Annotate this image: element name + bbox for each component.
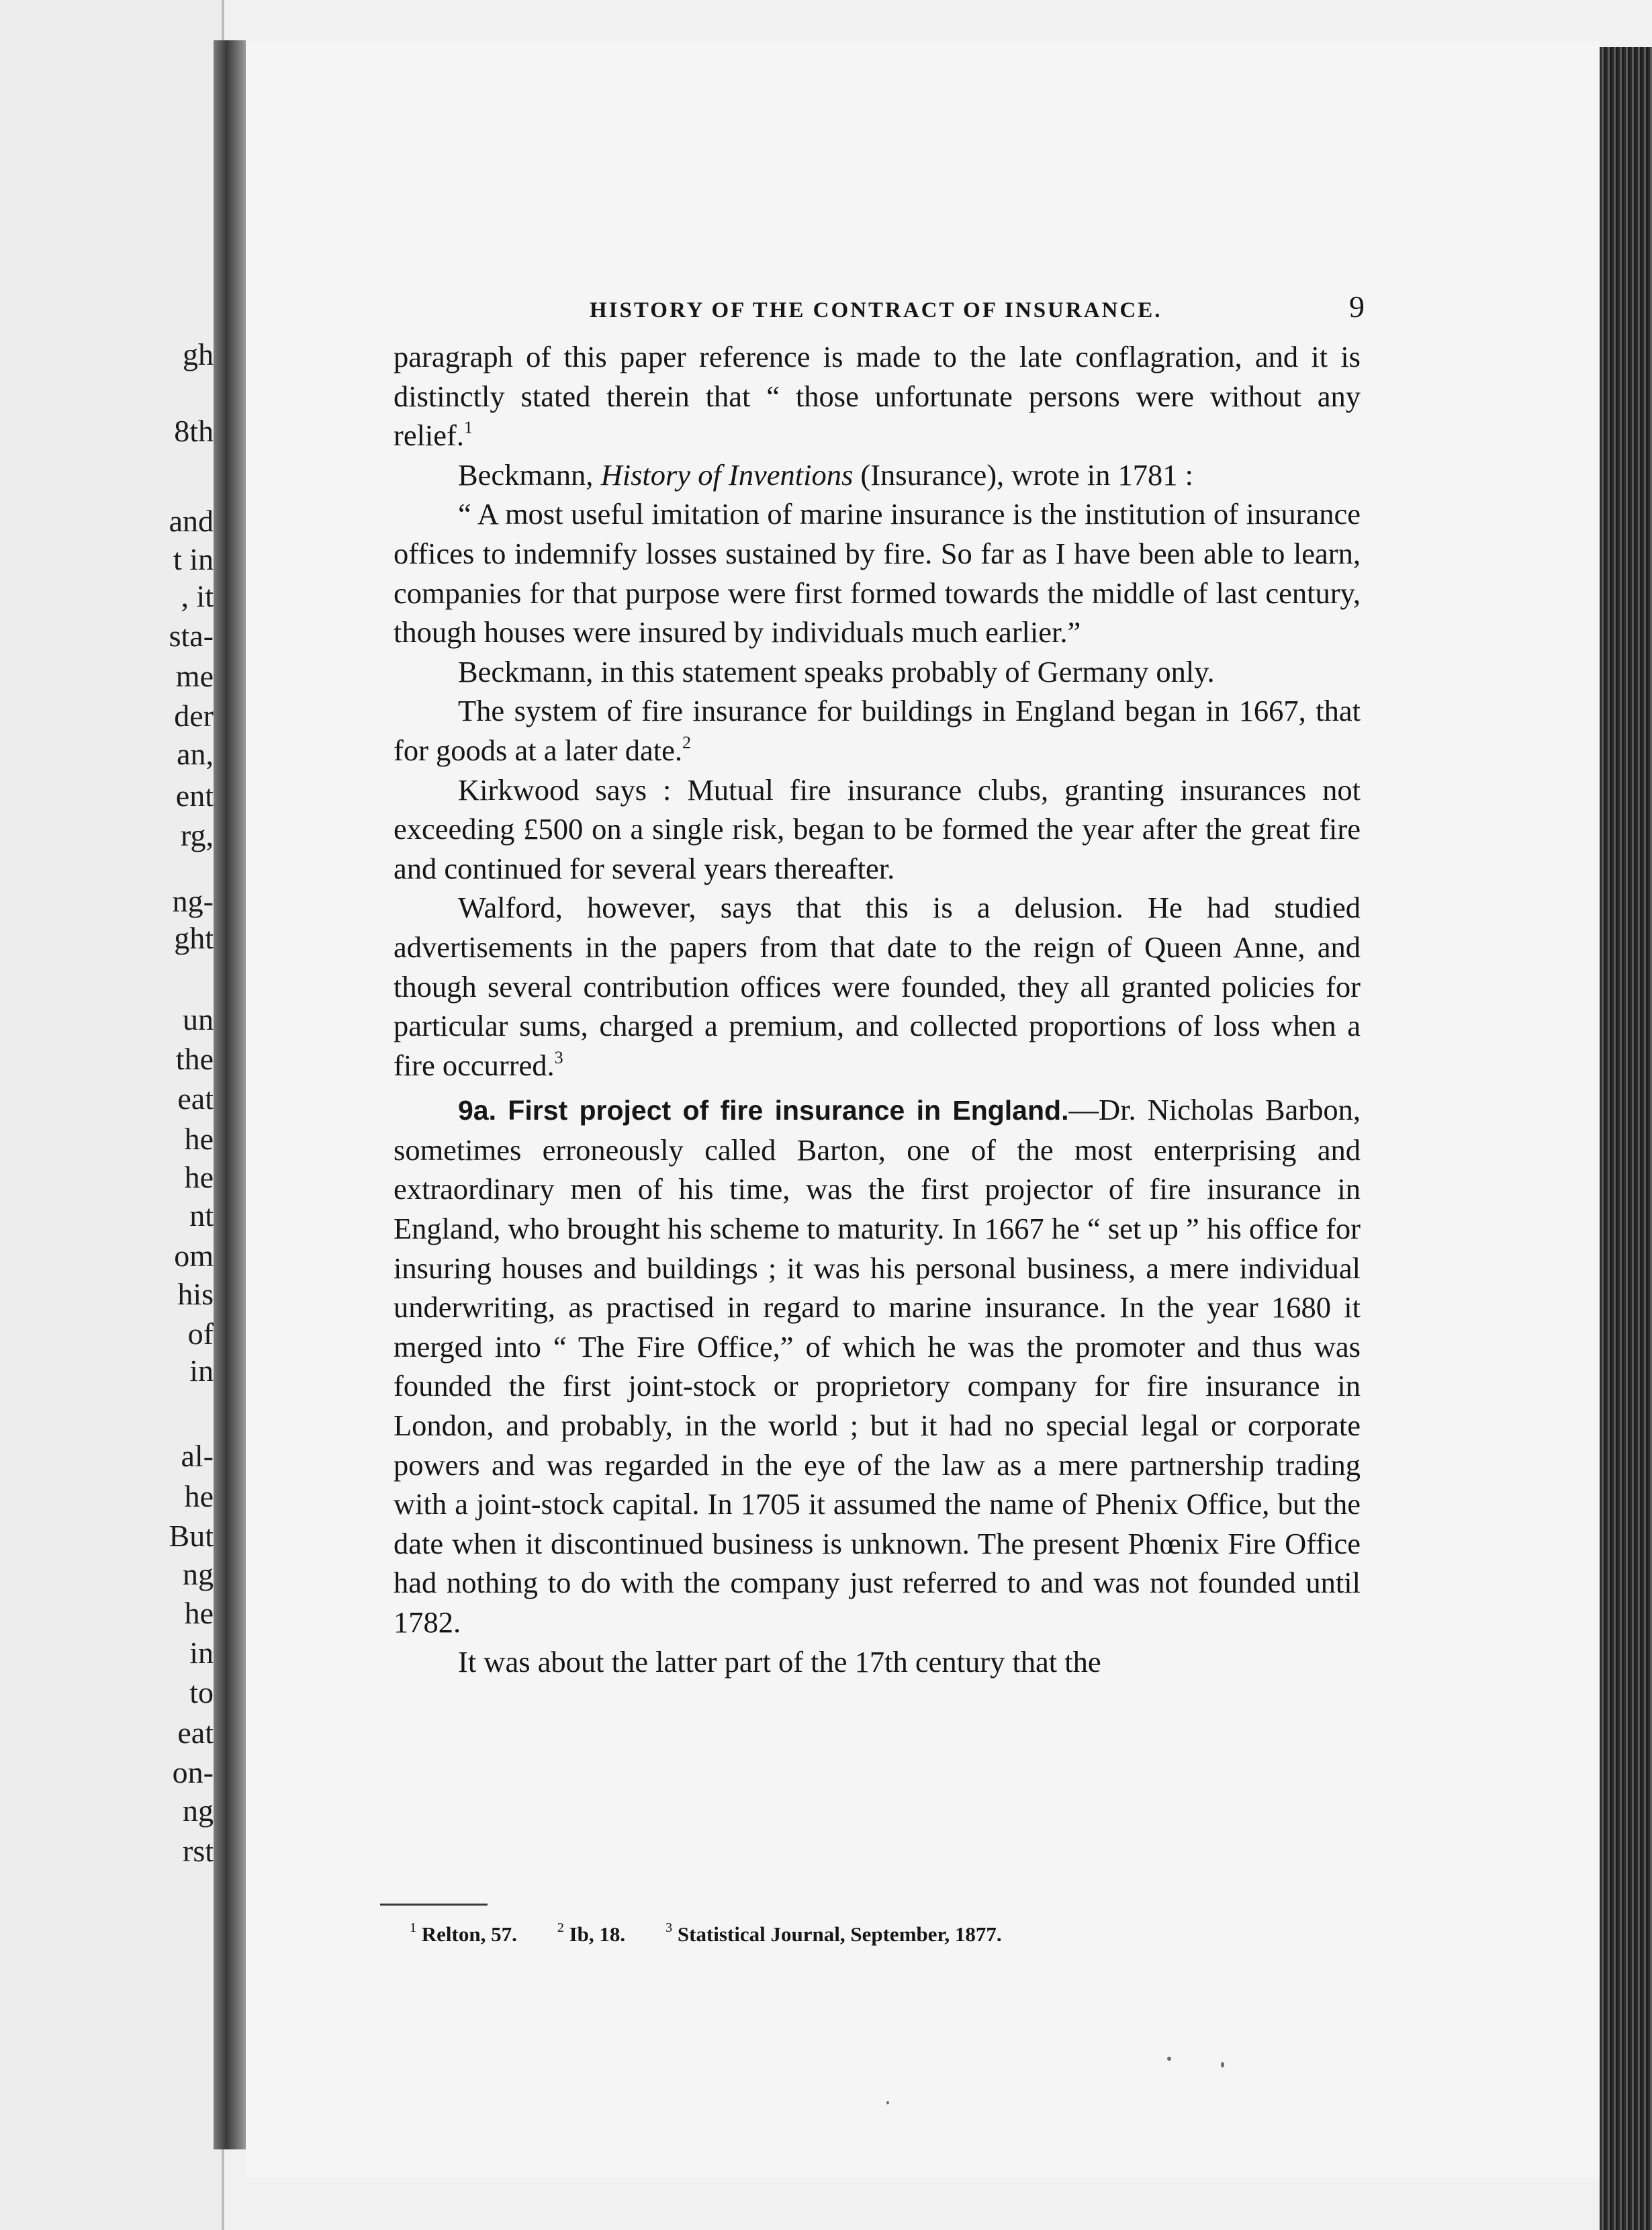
left-page-fragment: he <box>184 1160 214 1194</box>
footnote-ref: 2 <box>682 732 691 752</box>
left-page-fragment: rst <box>183 1834 214 1868</box>
left-page-fragment: gh <box>183 337 214 371</box>
left-page-fragment: he <box>184 1122 214 1156</box>
left-page-fragment: his <box>177 1277 214 1311</box>
paragraph: Kirkwood says : Mutual fire insurance clubs, granting insurances not exceeding £500 on a single risk, began to be formed the year after the great fire and continued for several years thereafter. <box>394 772 1361 885</box>
left-page-fragment: , it <box>181 579 214 613</box>
paragraph: Beckmann, in this statement speaks probably of Germany only. <box>458 654 1215 688</box>
left-page-fragment: ng <box>183 1793 214 1828</box>
left-page-fragment: me <box>175 659 214 693</box>
left-page-fragment: rg, <box>181 818 214 852</box>
left-page-fragment: the <box>175 1042 214 1076</box>
left-page-fragment: in <box>189 1636 214 1670</box>
left-facing-page <box>0 0 224 2230</box>
footnote-ref: 1 <box>464 418 473 438</box>
section-paragraph: 9a. First project of fire insurance in England.—Dr. Nicholas Barbon, sometimes erroneously called Barton, one of the most enterprising and extraordinary men of his time, was the first projector of fire insurance in England, who brought his scheme to maturity. In 1667 he “ set up ” his office for insuring houses and buildings ; it was his personal business, a mere individual underwriting, as practised in regard to marine insurance. In the year 1680 it merged into “ The Fire Office,” of which he was the promoter and thus was founded the first joint-stock or proprietory company for fire insurance in London, and probably, in the world ; but it had no special legal or corporate powers and was regarded in the eye of the law as a mere partnership trading with a joint-stock capital. In 1705 it assumed the name of Phenix Office, but the date when it discontinued business is unknown. The present Phœnix Fire Office had nothing to do with the company just referred to and was not founded until 1782. <box>394 1093 1361 1639</box>
paragraph: The system of fire insurance for buildings in England began in 1667, that for goods at a later date.$^2$ <box>394 694 1361 767</box>
left-page-fragment: and <box>169 504 214 538</box>
footnote: $^2$ Ib, 18. <box>557 1920 626 1946</box>
quotation-paragraph: “ A most useful imitation of marine insurance is the institution of insurance offices to indemnify losses sustained by fire. So far as I have been able to learn, companies for that purpose were first formed towards the middle of last century, though houses were insured by individuals much earlier.” <box>394 497 1361 650</box>
left-page-fragment: ng <box>183 1557 214 1591</box>
left-page-fragment: to <box>189 1675 214 1709</box>
left-page-fragment: al- <box>181 1439 214 1473</box>
left-page-fragment: sta- <box>169 619 214 653</box>
body-text <box>394 337 1361 1681</box>
footnote: $^3$ Statistical Journal, September, 1877. <box>666 1920 1002 1946</box>
page-number: 9 <box>1349 289 1365 324</box>
left-page-fragment: der <box>174 699 214 733</box>
left-page-fragment: ght <box>174 921 214 955</box>
footnotes <box>410 1922 1417 1947</box>
book-title: History of Inventions <box>600 457 854 492</box>
running-head-title: HISTORY OF THE CONTRACT OF INSURANCE. <box>590 298 1162 322</box>
left-page-fragment: ng- <box>172 884 214 918</box>
left-page-fragment: he <box>184 1479 214 1513</box>
left-page-fragment: eat <box>177 1715 214 1750</box>
left-page-fragment: on- <box>172 1755 214 1789</box>
footnote-rule <box>380 1904 488 1906</box>
book-page-edges <box>1600 47 1652 2230</box>
left-page-fragment: ent <box>175 778 214 813</box>
running-head <box>246 289 1600 329</box>
left-page-fragment: he <box>184 1596 214 1630</box>
left-page-fragment: in <box>189 1353 214 1388</box>
left-page-text-fragments <box>0 0 214 2230</box>
paragraph: It was about the latter part of the 17th century that the <box>458 1644 1101 1679</box>
left-page-fragment: eat <box>177 1081 214 1116</box>
section-heading: 9a. First project of fire insurance in England. <box>458 1095 1069 1126</box>
footnote: $^1$ Relton, 57. <box>410 1920 517 1946</box>
left-page-fragment: om <box>174 1239 214 1273</box>
left-page-fragment: nt <box>189 1198 214 1233</box>
left-page-fragment: of <box>187 1317 214 1351</box>
left-page-fragment: 8th <box>174 414 214 448</box>
right-page <box>246 42 1600 2178</box>
left-page-fragment: But <box>169 1519 214 1553</box>
left-page-fragment: an, <box>177 737 214 771</box>
paragraph: Beckmann, History of Inventions (Insurance), wrote in 1781 : <box>458 457 1193 492</box>
paragraph: Walford, however, says that this is a delusion. He had studied advertisements in the papers from that date to the reign of Queen Anne, and though several contribution offices were founded, they all granted policies for particular sums, charged a premium, and collected proportions of loss when a fire occurred.$^3$ <box>394 891 1361 1082</box>
left-page-fragment: un <box>183 1002 214 1036</box>
paragraph: paragraph of this paper reference is made to the late conflagration, and it is distinctly stated therein that “ those unfortunate persons were without any relief.$^1$ <box>394 340 1361 453</box>
left-page-fragment: t in <box>173 542 214 576</box>
footnote-ref: 3 <box>554 1047 563 1067</box>
book-gutter <box>214 40 246 2149</box>
